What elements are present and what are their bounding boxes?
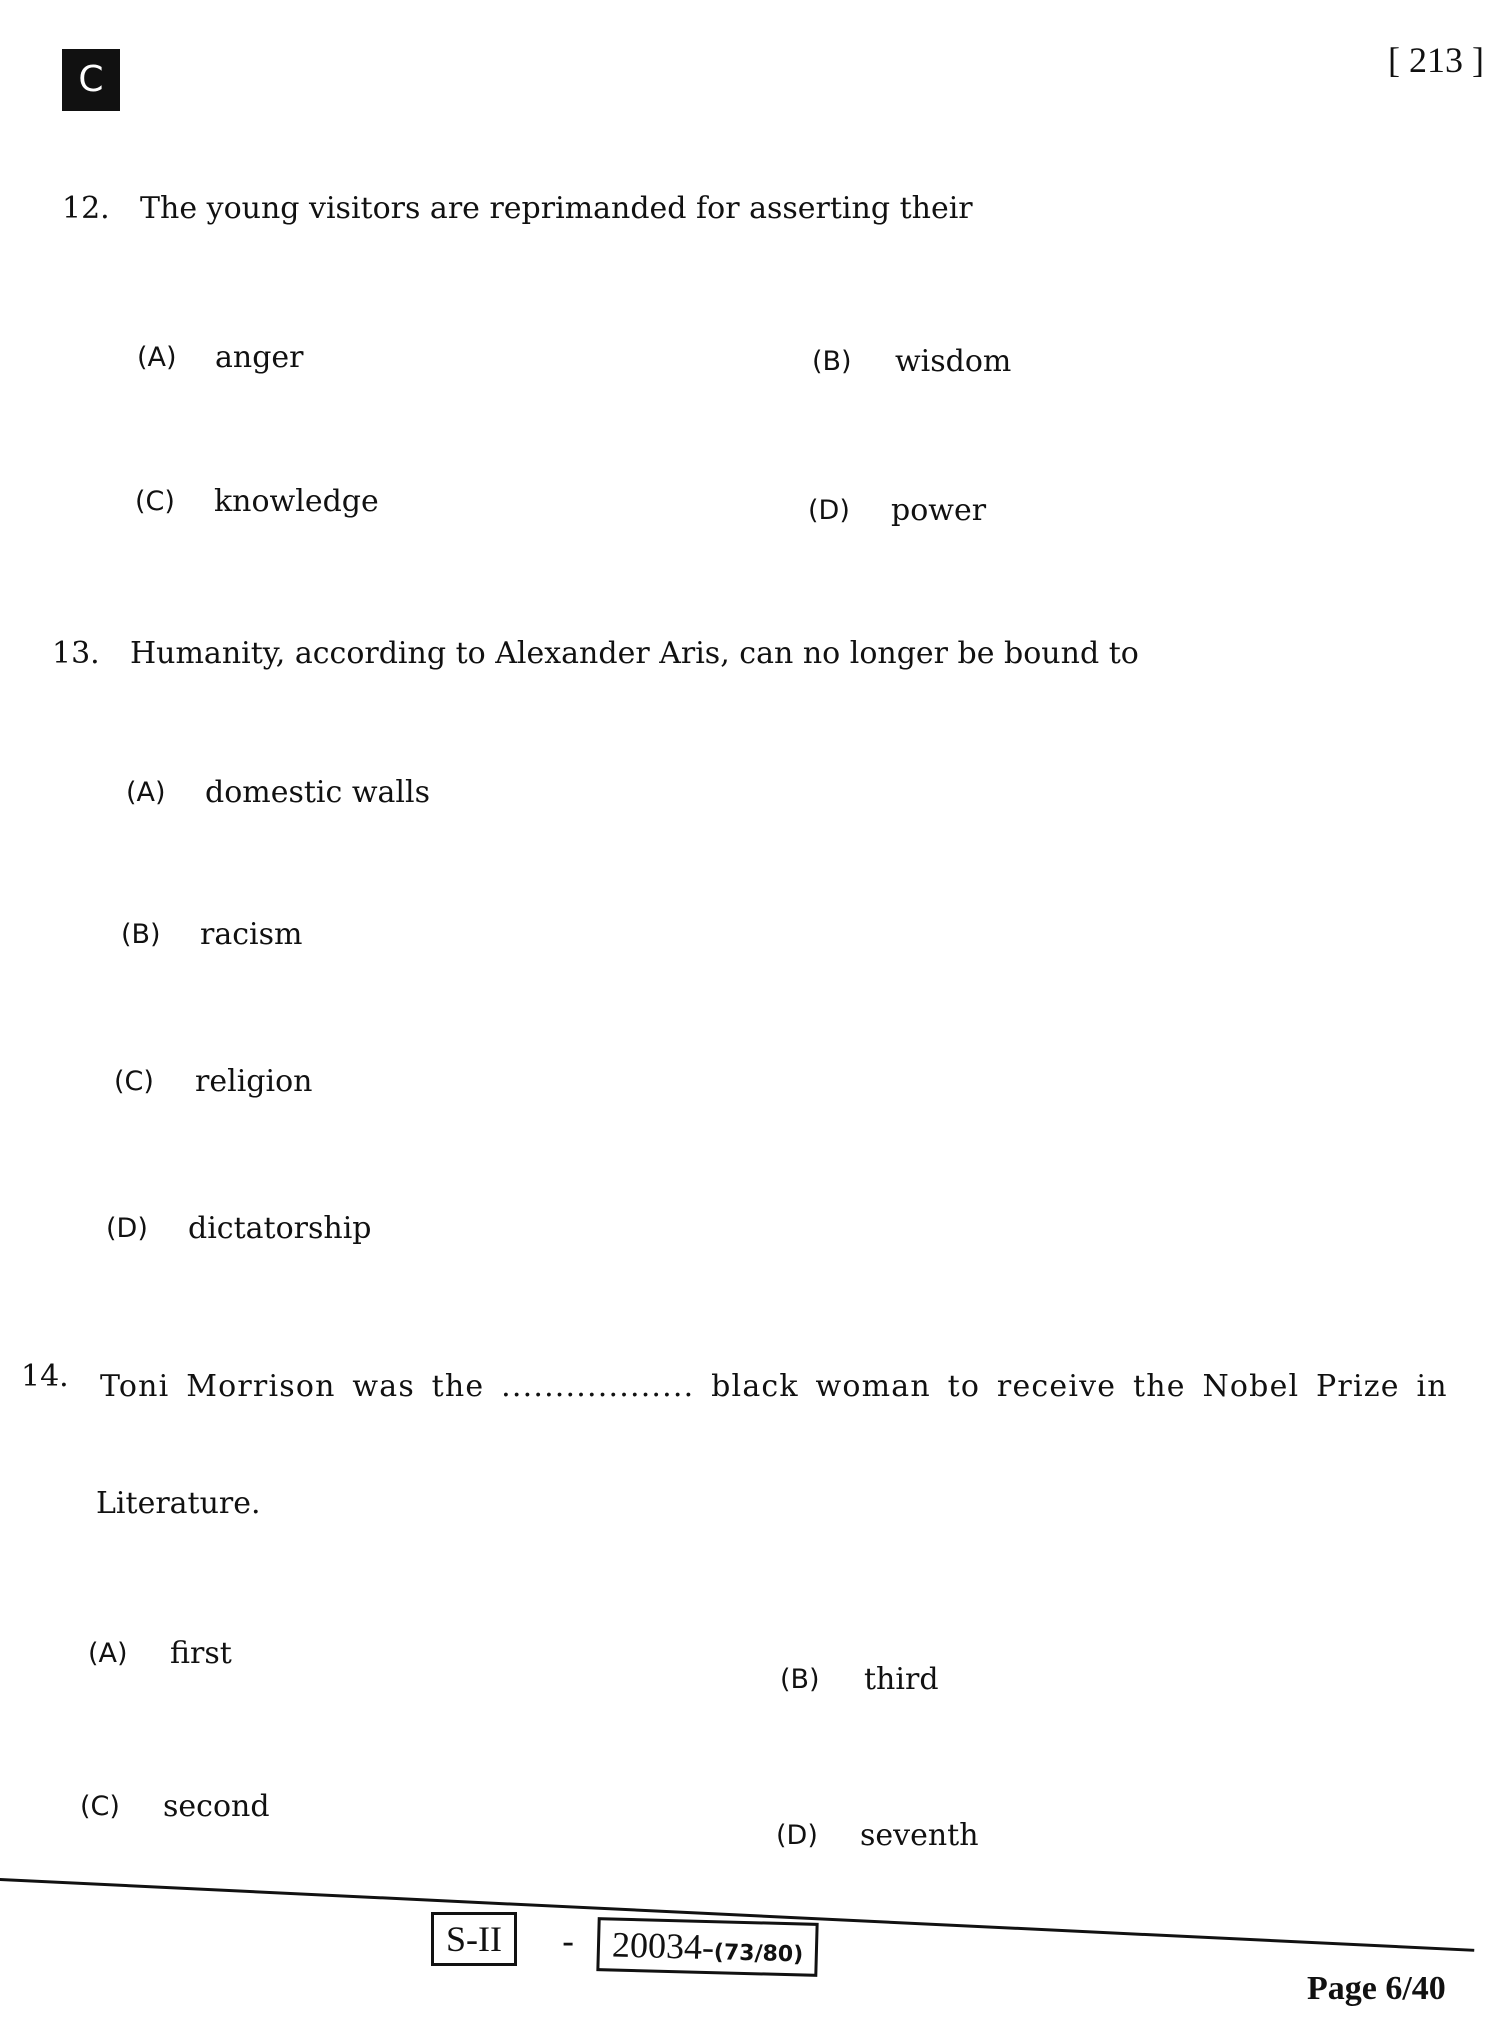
footer-dash: -: [562, 1922, 575, 1963]
series-box: S-II: [431, 1912, 517, 1966]
page-code: [ 213 ]: [1388, 40, 1484, 80]
paper-code-box: [596, 1917, 819, 1977]
set-code-badge: C: [62, 49, 120, 111]
paper-code: 20034-: [611, 1924, 715, 1968]
option-label: (C): [80, 1791, 120, 1822]
option-label: (A): [137, 342, 177, 373]
option-label: (B): [812, 346, 852, 377]
option-text: power: [891, 493, 987, 528]
question-text: Toni Morrison was the .................. black woman to receive the Nobel Prize in: [100, 1369, 1448, 1404]
option-label: (D): [776, 1820, 818, 1851]
option-text: first: [170, 1636, 232, 1671]
question-text: Humanity, according to Alexander Aris, can no longer be bound to: [130, 636, 1139, 671]
option-text: seventh: [860, 1818, 979, 1853]
question-number: 13.: [52, 636, 100, 671]
option-label: (C): [135, 486, 175, 517]
option-text: anger: [215, 340, 304, 375]
option-label: (C): [114, 1066, 154, 1097]
option-text: racism: [200, 917, 303, 952]
question-number: 14.: [21, 1359, 69, 1394]
paper-code-sub: (73/80): [713, 1940, 804, 1968]
page-number: Page 6/40: [1307, 1970, 1446, 2007]
question-number: 12.: [62, 191, 110, 226]
option-text: knowledge: [214, 484, 379, 519]
option-text: second: [163, 1789, 270, 1824]
option-text: dictatorship: [188, 1211, 372, 1246]
option-label: (A): [126, 777, 166, 808]
question-text-continued: Literature.: [96, 1486, 261, 1521]
option-label: (D): [106, 1213, 148, 1244]
option-text: wisdom: [895, 344, 1012, 379]
question-text: The young visitors are reprimanded for asserting their: [140, 191, 973, 226]
option-text: domestic walls: [205, 775, 430, 810]
option-label: (B): [780, 1664, 820, 1695]
option-text: religion: [195, 1064, 313, 1099]
option-label: (B): [121, 919, 161, 950]
option-text: third: [864, 1662, 939, 1697]
option-label: (A): [88, 1638, 128, 1669]
option-label: (D): [808, 495, 850, 526]
